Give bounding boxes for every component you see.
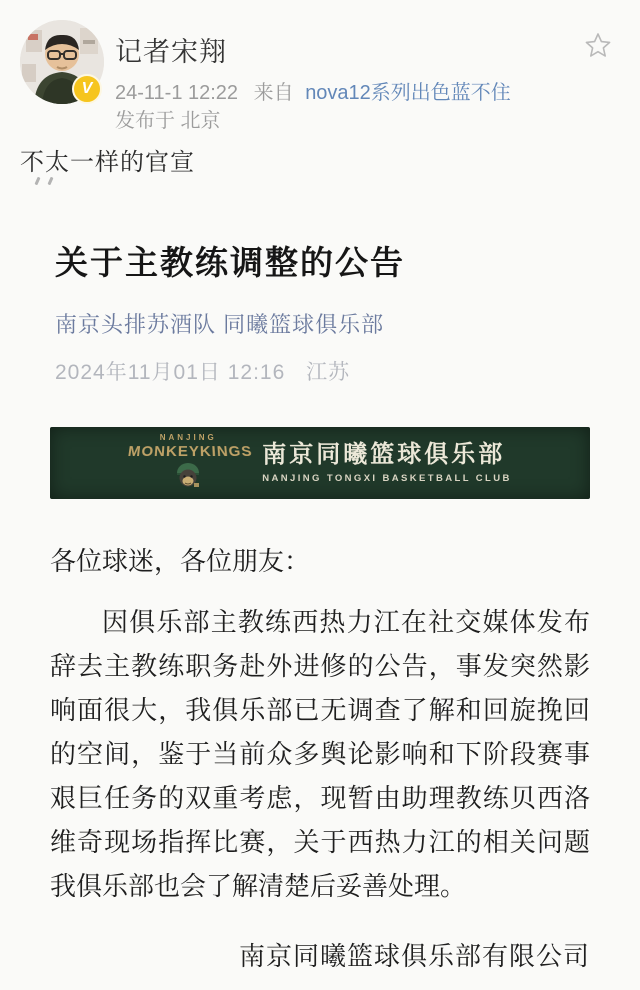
article-datetime: 2024年11月01日 12:16 <box>55 361 286 384</box>
banner-text <box>262 442 512 484</box>
logo-city-label: NANJING <box>159 433 217 442</box>
timestamp: 24-11-1 12:22 <box>115 82 239 104</box>
post-meta <box>115 76 511 105</box>
announcement-greeting: 各位球迷，各位朋友： <box>50 546 311 576</box>
post-location: 发布于 北京 <box>115 110 221 132</box>
device-source-link[interactable]: nova12系列出色蓝不住 <box>305 82 511 104</box>
announcement-paragraph: 因俱乐部主教练西热力江在社交媒体发布辞去主教练职务赴外进修的公告，事发突然影响面很大，我俱乐部已无调查了解和回旋挽回的空间，鉴于当前众多舆论影响和下阶段赛事艰巨任务的双重考虑，现暂由助理教练贝西洛维奇现场指挥比赛，关于西热力江的相关问题我俱乐部也会了解清楚后妥善处理。 <box>50 607 590 901</box>
banner-title-cn: 南京同曦篮球俱乐部 <box>262 440 506 468</box>
username[interactable]: 记者宋翔 <box>115 37 227 67</box>
announcement-signature: 南京同曦篮球俱乐部有限公司 <box>238 941 590 971</box>
banner-title-en: NANJING TONGXI BASKETBALL CLUB <box>262 473 512 485</box>
article-source-link[interactable]: 南京头排苏酒队 同曦篮球俱乐部 <box>55 312 385 337</box>
club-logo <box>127 433 254 492</box>
logo-team-label: MONKEYKINGS <box>127 443 254 461</box>
source-prefix: 来自 <box>253 82 294 104</box>
article-region: 江苏 <box>306 361 351 384</box>
article-date <box>55 356 350 386</box>
favorite-star-icon[interactable] <box>582 30 614 62</box>
verified-badge-icon: V <box>72 74 102 104</box>
club-banner-image <box>50 427 590 499</box>
monkey-king-icon <box>128 460 248 492</box>
smudge-artifact <box>36 177 60 187</box>
article-title: 关于主教练调整的公告 <box>55 244 405 281</box>
post-text: 不太一样的官宣 <box>20 149 195 176</box>
